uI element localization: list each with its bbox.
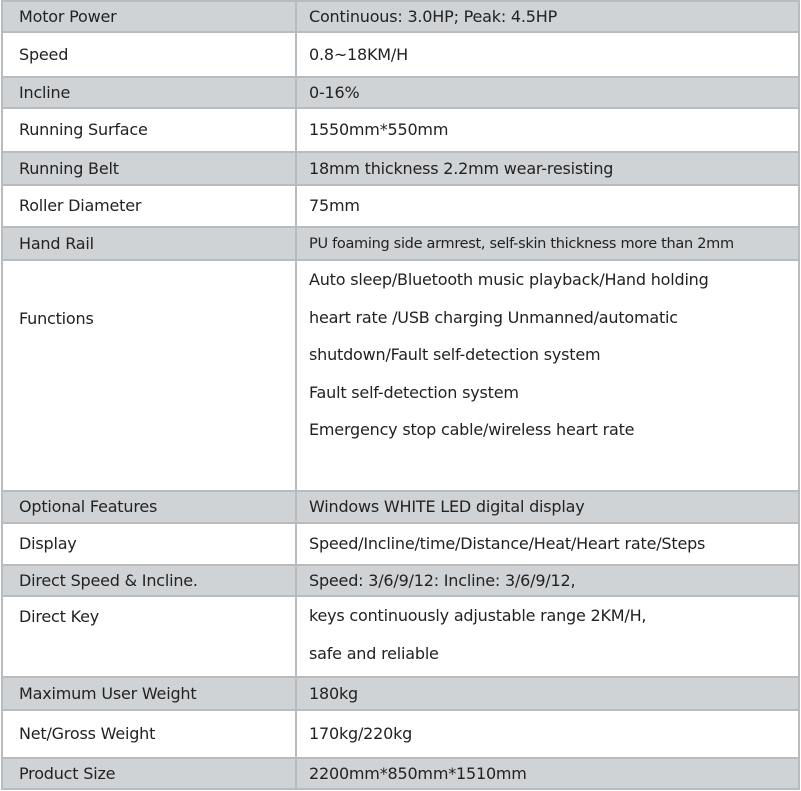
spec-value: PU foaming side armrest, self-skin thickness more than 2mm <box>296 227 799 260</box>
spec-value-line: Emergency stop cable/wireless heart rate <box>309 420 635 440</box>
table-row <box>2 227 799 260</box>
spec-value: Windows WHITE LED digital display <box>296 491 799 523</box>
table-row <box>2 758 799 789</box>
spec-label: Hand Rail <box>2 227 296 260</box>
spec-label: Running Surface <box>2 108 296 152</box>
spec-value: 180kg <box>296 677 799 710</box>
spec-label: Direct Key <box>2 596 296 677</box>
spec-value <box>296 260 799 491</box>
table-row <box>2 677 799 710</box>
spec-value: Speed/Incline/time/Distance/Heat/Heart rate/Steps <box>296 523 799 565</box>
spec-value: 2200mm*850mm*1510mm <box>296 758 799 789</box>
spec-label: Display <box>2 523 296 565</box>
spec-table <box>1 0 800 790</box>
spec-value-line: keys continuously adjustable range 2KM/H, <box>309 606 647 625</box>
spec-value-line: shutdown/Fault self-detection system <box>309 345 601 365</box>
table-row <box>2 491 799 523</box>
spec-value: 0-16% <box>296 77 799 108</box>
table-row <box>2 108 799 152</box>
spec-label: Motor Power <box>2 1 296 32</box>
spec-value: 75mm <box>296 185 799 227</box>
table-row <box>2 565 799 596</box>
spec-label: Net/Gross Weight <box>2 710 296 758</box>
table-row <box>2 77 799 108</box>
spec-label: Roller Diameter <box>2 185 296 227</box>
spec-value: 1550mm*550mm <box>296 108 799 152</box>
spec-label: Speed <box>2 32 296 77</box>
spec-value: 170kg/220kg <box>296 710 799 758</box>
spec-label: Maximum User Weight <box>2 677 296 710</box>
spec-label: Optional Features <box>2 491 296 523</box>
spec-value <box>296 596 799 677</box>
spec-value-line: heart rate /USB charging Unmanned/automatic <box>309 307 678 327</box>
spec-label: Product Size <box>2 758 296 789</box>
table-row <box>2 523 799 565</box>
spec-label: Running Belt <box>2 152 296 185</box>
table-row <box>2 1 799 32</box>
table-row <box>2 710 799 758</box>
spec-value: 0.8~18KM/H <box>296 32 799 77</box>
spec-value: Speed: 3/6/9/12: Incline: 3/6/9/12, <box>296 565 799 596</box>
spec-value-line: Fault self-detection system <box>309 382 519 402</box>
table-row <box>2 185 799 227</box>
spec-label: Direct Speed & Incline. <box>2 565 296 596</box>
table-row <box>2 260 799 491</box>
spec-value-line: Auto sleep/Bluetooth music playback/Hand holding <box>309 270 709 289</box>
table-row <box>2 152 799 185</box>
spec-value-line: safe and reliable <box>309 643 439 663</box>
spec-value: 18mm thickness 2.2mm wear-resisting <box>296 152 799 185</box>
spec-label: Functions <box>2 260 296 491</box>
spec-value: Continuous: 3.0HP; Peak: 4.5HP <box>296 1 799 32</box>
table-row <box>2 32 799 77</box>
table-row <box>2 596 799 677</box>
spec-label: Incline <box>2 77 296 108</box>
